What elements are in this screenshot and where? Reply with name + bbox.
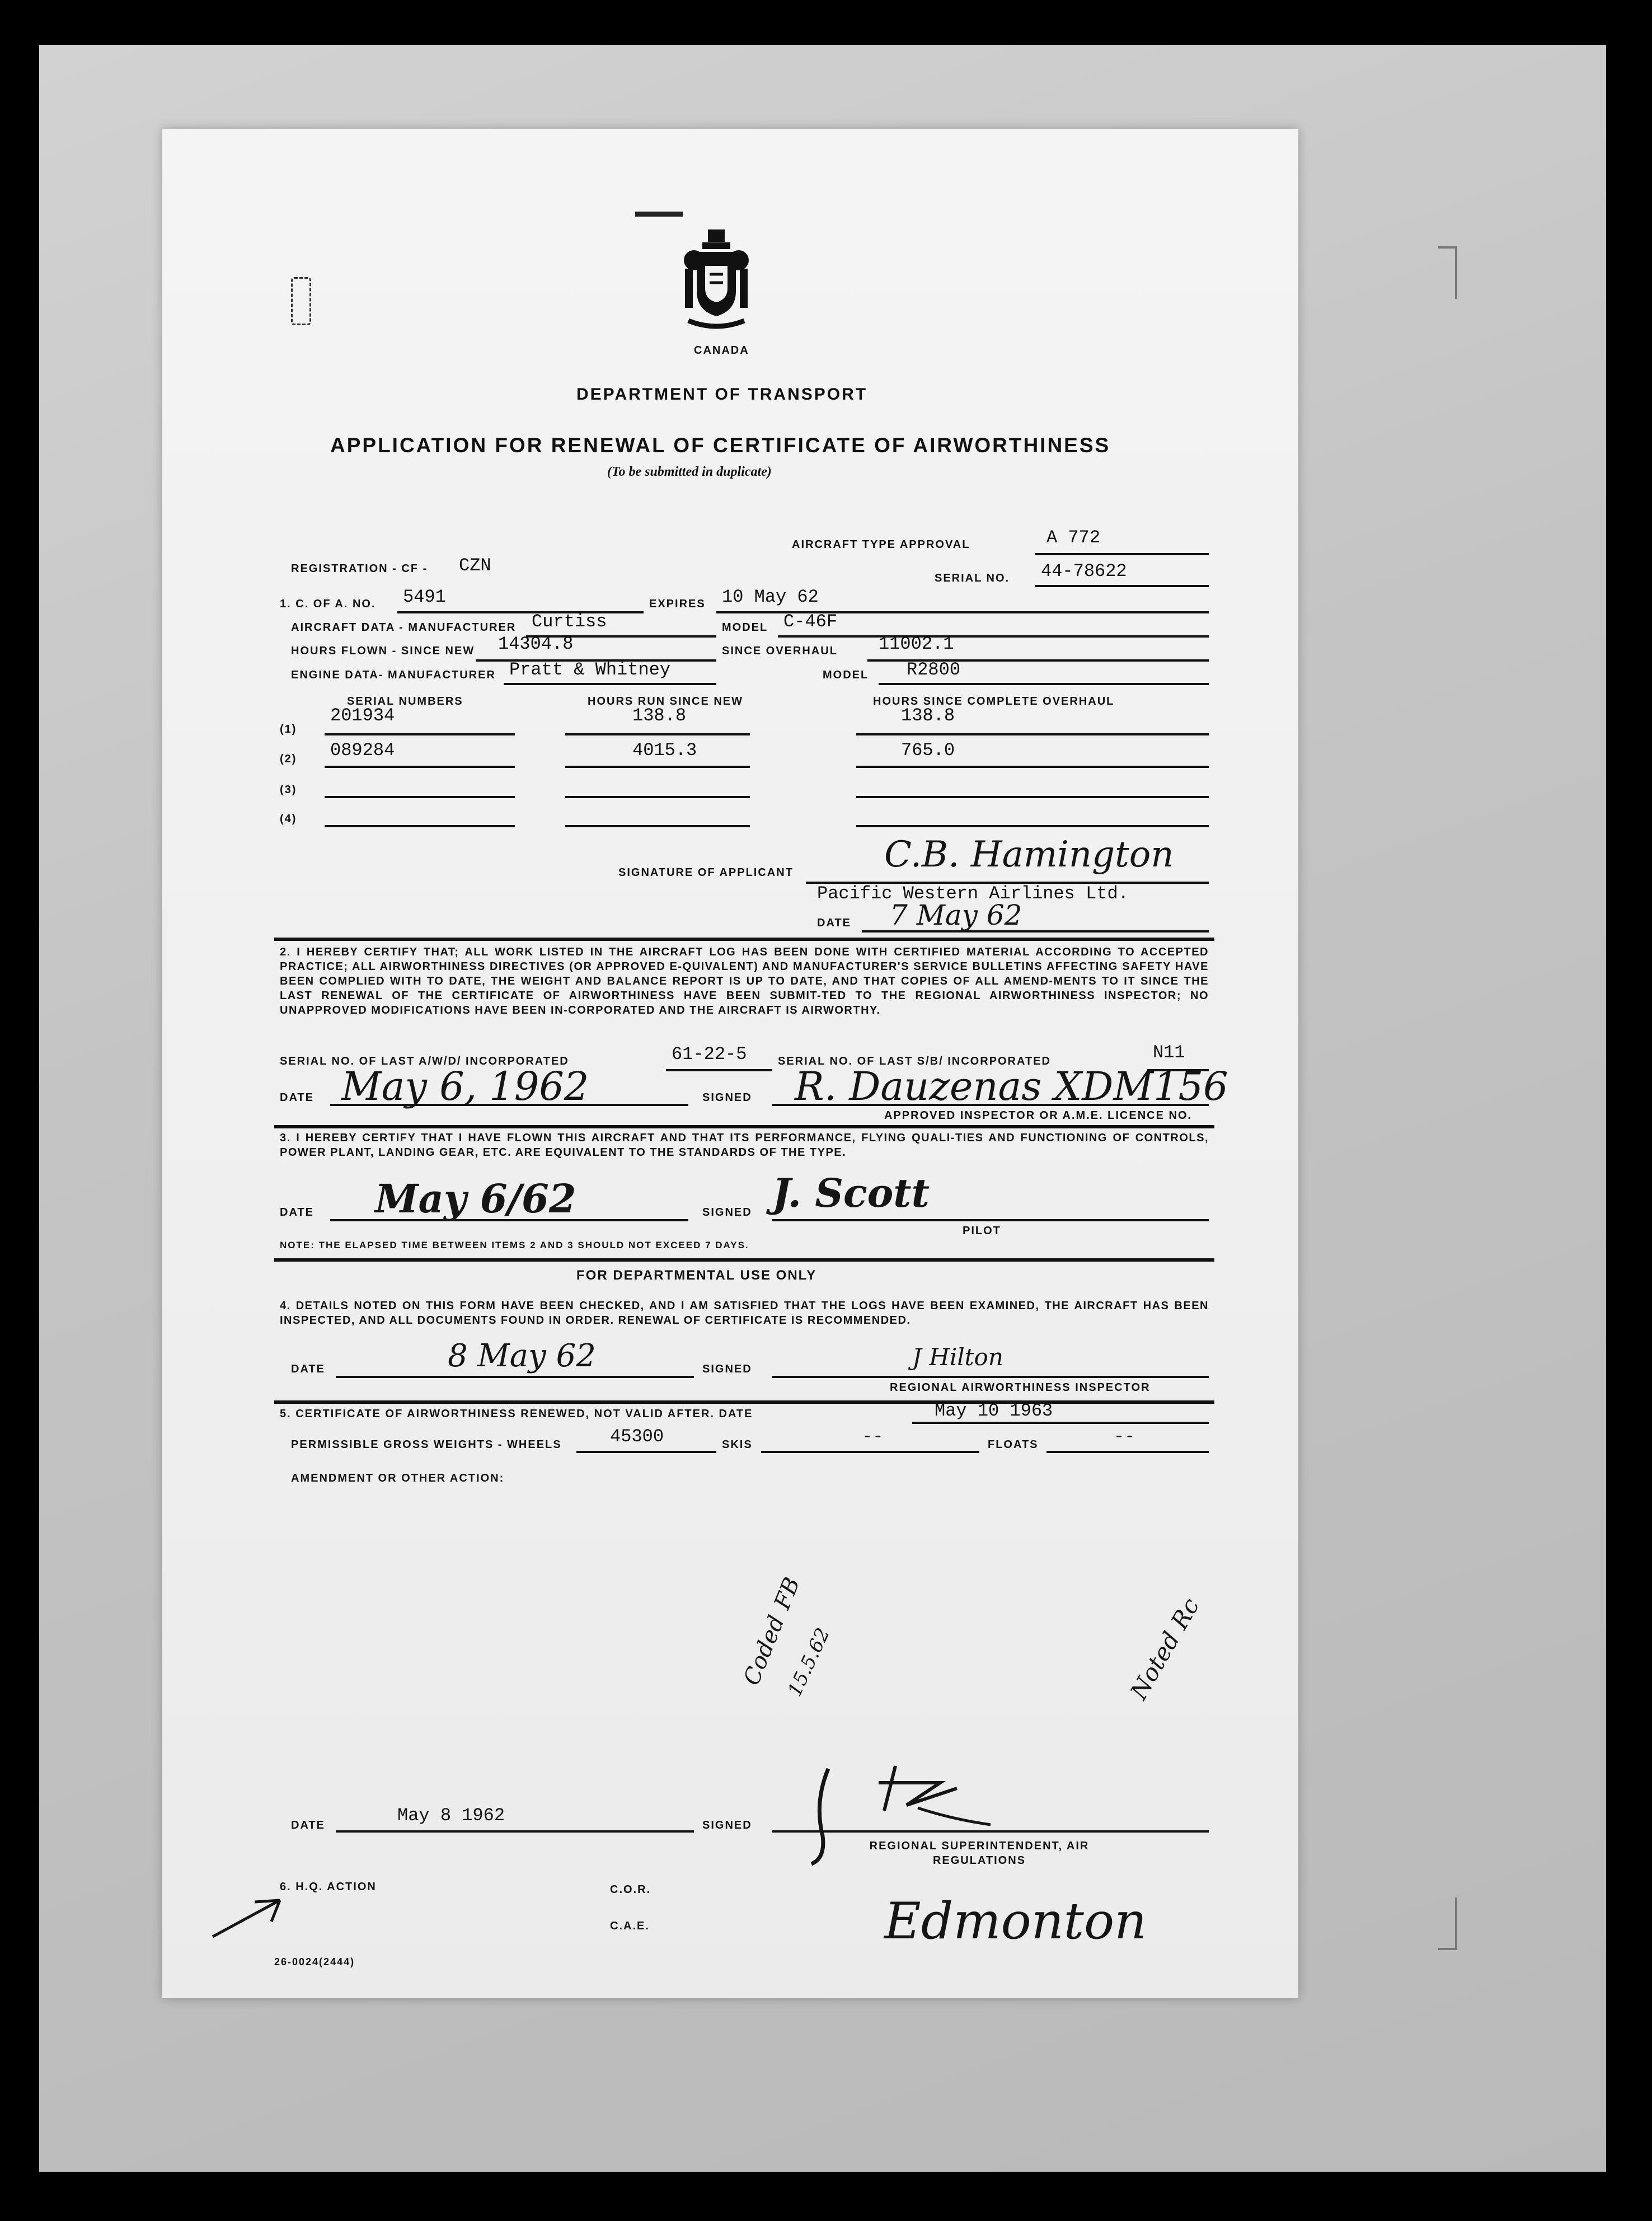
footer-signed-label: SIGNED: [702, 1819, 752, 1831]
section3-date: May 6/62: [375, 1175, 576, 1222]
hq-action-label: 6. H.Q. ACTION: [280, 1881, 377, 1893]
cofa-value: 5491: [403, 587, 446, 607]
amendment-label: AMENDMENT OR OTHER ACTION:: [291, 1472, 505, 1484]
engine-model-line: [879, 683, 1209, 685]
form-number: 26-0024(2444): [274, 1956, 355, 1967]
registration-label: REGISTRATION - CF -: [291, 563, 428, 575]
applicant-date-line: [862, 930, 1209, 933]
weights-label: PERMISSIBLE GROSS WEIGHTS - WHEELS: [291, 1439, 562, 1451]
dept-signed-line: [772, 1376, 1209, 1378]
footer-date: May 8 1962: [397, 1805, 505, 1826]
skis-line: [761, 1451, 979, 1453]
hours-new-label: HOURS FLOWN - SINCE NEW: [291, 645, 475, 657]
manufacturer-value: Curtiss: [532, 611, 607, 632]
elapsed-time-note: NOTE: THE ELAPSED TIME BETWEEN ITEMS 2 AND 3 SHOULD NOT EXCEED 7 DAYS.: [280, 1240, 749, 1250]
renewed-label: 5. CERTIFICATE OF AIRWORTHINESS RENEWED, NOT VALID AFTER. DATE: [280, 1408, 753, 1420]
cell-line: [856, 825, 1209, 827]
noted-word: Noted: [1125, 1627, 1185, 1704]
model-value: C-46F: [783, 611, 838, 632]
cell-line: [325, 733, 515, 735]
awd-value: 61-22-5: [672, 1044, 747, 1065]
section2-signature: R. Dauzenas XDM156: [795, 1063, 1228, 1109]
skis-label: SKIS: [722, 1439, 753, 1451]
cell-line: [856, 796, 1209, 798]
top-dash-mark: [635, 212, 683, 217]
sb-label: SERIAL NO. OF LAST S/B/ INCORPORATED: [778, 1055, 1051, 1067]
applicant-company: Pacific Western Airlines Ltd.: [817, 883, 1129, 904]
awd-label: SERIAL NO. OF LAST A/W/D/ INCORPORATED: [280, 1055, 569, 1067]
wheels-value: 45300: [610, 1426, 664, 1447]
sb-value: N11: [1153, 1042, 1185, 1063]
engine-hours-overhaul: 138.8: [901, 705, 955, 726]
applicant-date-label: DATE: [817, 917, 851, 929]
cell-line: [856, 733, 1209, 735]
engine-hours-new: 138.8: [632, 705, 687, 726]
corner-bracket: [1438, 246, 1457, 299]
applicant-date: 7 May 62: [890, 899, 1022, 931]
engine-hours-new: 4015.3: [632, 740, 697, 761]
hours-new-value: 14304.8: [498, 634, 574, 654]
since-overhaul-value: 11002.1: [879, 634, 954, 654]
cell-line: [856, 766, 1209, 768]
cae-label: C.A.E.: [610, 1920, 650, 1932]
type-approval-line: [1035, 553, 1209, 555]
signature-label: SIGNATURE OF APPLICANT: [618, 866, 794, 879]
serial-value: 44-78622: [1041, 561, 1127, 582]
section2-date-label: DATE: [280, 1091, 314, 1104]
cell-line: [325, 796, 515, 798]
cell-line: [565, 766, 750, 768]
coat-of-arms-seal: [677, 227, 755, 339]
cell-line: [325, 766, 515, 768]
dept-date: 8 May 62: [448, 1338, 596, 1374]
engine-hours-overhaul: 765.0: [901, 740, 955, 761]
coded-initials: FB: [769, 1573, 805, 1613]
serial-line: [1035, 585, 1209, 587]
since-overhaul-label: SINCE OVERHAUL: [722, 645, 838, 657]
section3-date-line: [330, 1219, 688, 1221]
noted-initials: Rc: [1165, 1593, 1205, 1634]
inspector-signature: J Hilton: [912, 1343, 1003, 1371]
serial-label: SERIAL NO.: [935, 572, 1010, 584]
noted-annotation: [1125, 1594, 1205, 1704]
type-approval-value: A 772: [1046, 527, 1101, 548]
footer-date-line: [336, 1830, 694, 1833]
dept-date-label: DATE: [291, 1363, 325, 1375]
section2-date: May 6, 1962: [341, 1063, 589, 1109]
section2-date-line: [330, 1104, 688, 1106]
licence-label: APPROVED INSPECTOR OR A.M.E. LICENCE NO.: [884, 1109, 1193, 1122]
engine-model-value: R2800: [907, 659, 961, 680]
engine-serial: 089284: [330, 740, 395, 761]
section2-signed-line: [772, 1104, 1209, 1106]
row-number: (2): [280, 753, 297, 765]
section-divider: [274, 938, 1214, 941]
section2-certification: 2. I HEREBY CERTIFY THAT; ALL WORK LISTED IN THE AIRCRAFT LOG HAS BEEN DONE WITH CERTIFIED MATERIAL ACCORDING TO ACCEPTED PRACTICE; ALL AIRWORTHINESS DIRECTIVES (OR APPROVED E-QUIVALENT) AND MANUFACTURER'S SERVICE BULLETINS AFFECTING SAFETY HAVE BEEN COMPLIED WITH TO DATE, THE WEIGHT AND BALANCE REPORT IS UP TO DATE, AND THAT COPIES OF ALL AMEND-MENTS TO IT SINCE THE LAST RENEWAL OF THE CERTIFICATE OF AIRWORTHINESS HAVE BEEN SUBMIT-TED TO THE REGIONAL AIRWORTHINESS INSPECTOR; NO UNAPPROVED MODIFICATIONS HAVE BEEN IN-CORPORATED AND THE AIRCRAFT IS AIRWORTHY.: [280, 946, 1209, 1016]
renewed-line: [912, 1422, 1209, 1424]
engine-manufacturer-line: [504, 683, 716, 685]
engine-serial: 201934: [330, 705, 395, 726]
form-title: APPLICATION FOR RENEWAL OF CERTIFICATE OF AIRWORTHINESS: [330, 434, 1111, 457]
departmental-heading: FOR DEPARTMENTAL USE ONLY: [576, 1268, 817, 1283]
model-label: MODEL: [722, 621, 768, 634]
corner-bracket: [1438, 1897, 1457, 1950]
registration-value: CZN: [459, 555, 491, 576]
departmental-certification: 4. DETAILS NOTED ON THIS FORM HAVE BEEN CHECKED, AND I AM SATISFIED THAT THE LOGS HAVE BEEN EXAMINED, THE AIRCRAFT HAS BEEN INSPECTED, AND ALL DOCUMENTS FOUND IN ORDER. RENEWAL OF CERTIFICATE IS RECOMMENDED.: [280, 1300, 1209, 1327]
superintendent-label: REGIONAL SUPERINTENDENT, AIR REGULATIONS: [869, 1840, 1090, 1867]
applicant-signature: C.B. Hamington: [884, 834, 1174, 875]
inspector-label: REGIONAL AIRWORTHINESS INSPECTOR: [890, 1381, 1151, 1394]
cell-line: [325, 825, 515, 827]
pilot-label: PILOT: [963, 1225, 1001, 1237]
cell-line: [565, 825, 750, 827]
skis-value: --: [862, 1426, 884, 1447]
section3-certification: 3. I HEREBY CERTIFY THAT I HAVE FLOWN THIS AIRCRAFT AND THAT ITS PERFORMANCE, FLYING QUALI-TIES AND FUNCTIONING OF CONTROLS, POWER PLANT, LANDING GEAR, ETC. ARE EQUIVALENT TO THE STANDARDS OF THE TYPE.: [280, 1132, 1209, 1159]
manufacturer-label: AIRCRAFT DATA - MANUFACTURER: [291, 621, 517, 634]
col-header-hours-new: HOURS RUN SINCE NEW: [588, 695, 744, 707]
cor-label: C.O.R.: [610, 1883, 651, 1896]
row-number: (3): [280, 784, 297, 796]
cell-line: [565, 733, 750, 735]
cofa-label: 1. C. OF A. NO.: [280, 598, 376, 610]
cell-line: [565, 796, 750, 798]
document-page: [162, 129, 1298, 1998]
col-header-serial: SERIAL NUMBERS: [347, 695, 463, 707]
pilot-signature: J. Scott: [772, 1170, 930, 1216]
dept-signed-label: SIGNED: [702, 1363, 752, 1375]
section3-signed-line: [772, 1219, 1209, 1221]
section-divider: [274, 1400, 1214, 1404]
coded-date: 15.5.62: [783, 1624, 835, 1700]
dept-date-line: [336, 1376, 694, 1378]
punched-tab: [291, 277, 311, 325]
country-label: CANADA: [694, 344, 749, 357]
section-divider: [274, 1125, 1214, 1128]
coded-word: Coded: [739, 1611, 790, 1689]
floats-label: FLOATS: [988, 1439, 1039, 1451]
location-handwritten: Edmonton: [884, 1892, 1147, 1951]
form-subtitle: (To be submitted in duplicate): [607, 465, 772, 479]
section2-signed-label: SIGNED: [702, 1091, 752, 1104]
section3-date-label: DATE: [280, 1206, 314, 1219]
model-line: [778, 635, 1209, 638]
floats-value: --: [1114, 1426, 1135, 1447]
renewed-date: May 10 1963: [935, 1400, 1053, 1421]
section-divider: [274, 1258, 1214, 1262]
row-number: (4): [280, 813, 297, 825]
arrow-mark: [207, 1892, 291, 1942]
section3-signed-label: SIGNED: [702, 1206, 752, 1219]
footer-date-label: DATE: [291, 1819, 325, 1831]
type-approval-label: AIRCRAFT TYPE APPROVAL: [792, 538, 970, 551]
engine-manufacturer-label: ENGINE DATA- MANUFACTURER: [291, 669, 496, 681]
floats-line: [1046, 1451, 1209, 1453]
expires-value: 10 May 62: [722, 587, 819, 607]
expires-label: EXPIRES: [649, 598, 706, 610]
engine-model-label: MODEL: [823, 669, 869, 681]
awd-line: [666, 1069, 772, 1071]
col-header-hours-overhaul: HOURS SINCE COMPLETE OVERHAUL: [873, 695, 1115, 707]
department-heading: DEPARTMENT OF TRANSPORT: [576, 385, 868, 404]
wheels-line: [576, 1451, 716, 1453]
row-number: (1): [280, 723, 297, 735]
engine-manufacturer-value: Pratt & Whitney: [509, 659, 671, 680]
